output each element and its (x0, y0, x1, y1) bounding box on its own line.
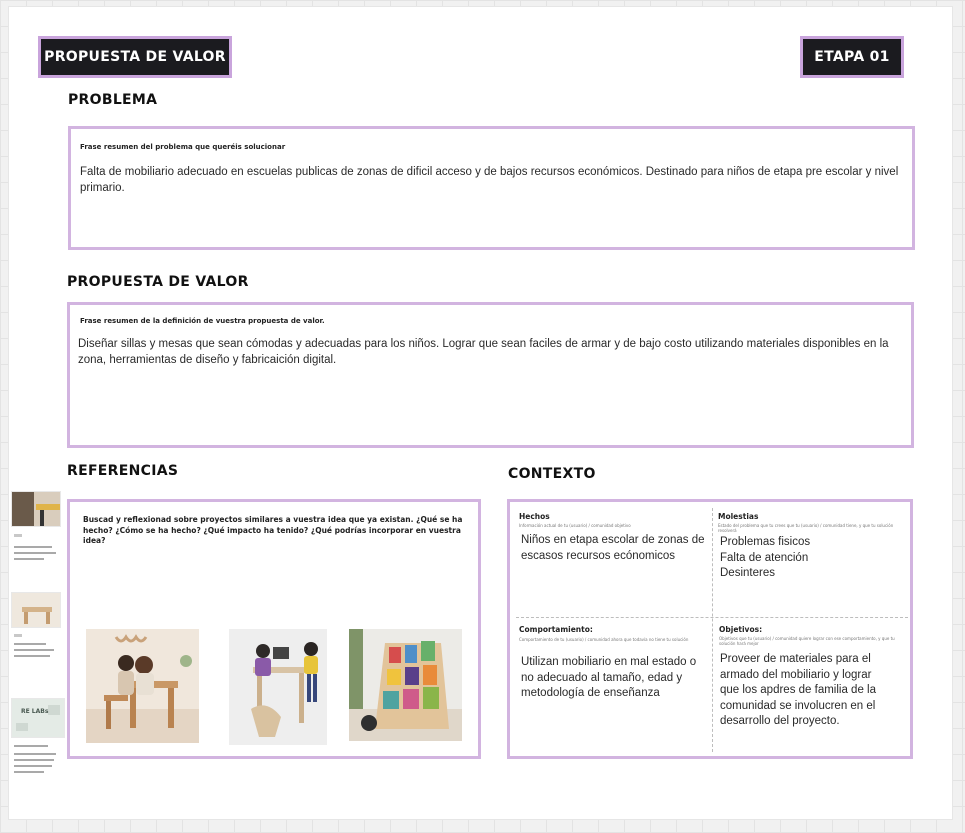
molestias-list[interactable] (720, 535, 906, 582)
book-shelf-image (349, 629, 462, 741)
reference-photo-desk[interactable] (229, 629, 327, 745)
contexto-heading: CONTEXTO (508, 466, 596, 482)
reference-photo-table[interactable] (86, 629, 199, 743)
kids-table-image (86, 629, 199, 743)
molestias-item: Problemas fisicos (720, 536, 811, 548)
propuesta-label: Frase resumen de la definición de vuestra propuesta de valor. (80, 317, 325, 325)
quadrant-divider-vertical (712, 508, 713, 752)
thumbnail-image (12, 492, 61, 527)
sidebar-text-line (14, 558, 44, 560)
sidebar-text-line (14, 765, 52, 767)
thumbnail-image (12, 699, 65, 738)
molestias-hint: Estado del problema que tu crees que tu (usuario) / comunidad tiene, y que tu solución resolverá (718, 523, 894, 533)
sidebar-text-line (14, 552, 56, 554)
sidebar-text-line (14, 753, 56, 755)
stage-tag: ETAPA 01 (800, 36, 904, 78)
sidebar-thumbnail-3[interactable] (11, 698, 65, 738)
propuesta-card[interactable] (67, 302, 914, 448)
referencias-heading: REFERENCIAS (67, 463, 179, 479)
molestias-item: Desinteres (720, 567, 775, 579)
sidebar-thumbnail-1[interactable] (11, 491, 61, 527)
molestias-title: Molestias (718, 512, 759, 521)
sidebar-text-line (14, 655, 50, 657)
hechos-hint: Información actual de tu (usuario) / comunidad objetivo (519, 523, 631, 528)
problema-card[interactable] (68, 126, 915, 250)
propuesta-text[interactable]: Diseñar sillas y mesas que sean cómodas y adecuadas para los niños. Lograr que sean faciles de armar y de bajo costo utilizando materiales disponibles en la zona, herramientas de diseño y fabricaición digital. (78, 338, 889, 366)
comportamiento-title: Comportamiento: (519, 625, 593, 634)
sidebar-thumbnail-2[interactable] (11, 592, 61, 628)
reference-photo-shelf[interactable] (349, 629, 462, 741)
thumbnail-image (12, 593, 61, 628)
sidebar-text-line (14, 534, 22, 537)
sidebar-text-line (14, 643, 46, 645)
propuesta-heading: PROPUESTA DE VALOR (67, 274, 249, 290)
sidebar-text-line (14, 745, 48, 747)
molestias-item: Falta de atención (720, 551, 809, 564)
comportamiento-hint: Comportamiento de tu (usuario) / comunidad ahora que todavía no tiene tu solución (519, 637, 689, 642)
quadrant-divider-horizontal (516, 617, 908, 618)
contexto-card[interactable] (507, 499, 913, 759)
problema-label: Frase resumen del problema que queréis solucionar (80, 143, 286, 151)
hechos-title: Hechos (519, 512, 550, 521)
referencias-prompt: Buscad y reflexionad sobre proyectos similares a vuestra idea que ya existan. ¿Qué se ha hecho? ¿Cómo se ha hecho? ¿Qué impacto ha tenido? ¿Qué podrías incorporar en vuestra idea? (83, 515, 463, 545)
problema-heading: PROBLEMA (68, 92, 158, 108)
objetivos-text[interactable]: Proveer de materiales para el armado del mobiliario y lograr que los apdres de familia de la comunidad se involucren en el desarrollo del proyecto. (720, 653, 876, 727)
objetivos-title: Objetivos: (719, 625, 763, 634)
sidebar-text-line (14, 759, 54, 761)
referencias-card[interactable] (67, 499, 481, 759)
title-tag: PROPUESTA DE VALOR (38, 36, 232, 78)
hechos-text[interactable]: Niños en etapa escolar de zonas de escasos recursos ecónomicos (521, 534, 705, 562)
problema-text[interactable]: Falta de mobiliario adecuado en escuelas publicas de zonas de dificil acceso y de bajos recursos económicos. Destinado para niños de etapa pre escolar y nivel primario. (80, 166, 899, 194)
sidebar-text-line (14, 649, 54, 651)
sidebar-text-line (14, 546, 52, 548)
kids-desk-image (229, 629, 327, 745)
comportamiento-text[interactable]: Utilizan mobiliario en mal estado o no adecuado al tamaño, edad y metodología de enseñanza (521, 656, 697, 699)
thumbnail-caption: RE LABs (21, 708, 49, 715)
sidebar-text-line (14, 771, 44, 773)
objetivos-hint: Objetivos que tu (usuario) / comunidad quiere lograr con ese comportamiento, y que tu solución hará mejor (719, 636, 895, 646)
sidebar-text-line (14, 634, 22, 637)
